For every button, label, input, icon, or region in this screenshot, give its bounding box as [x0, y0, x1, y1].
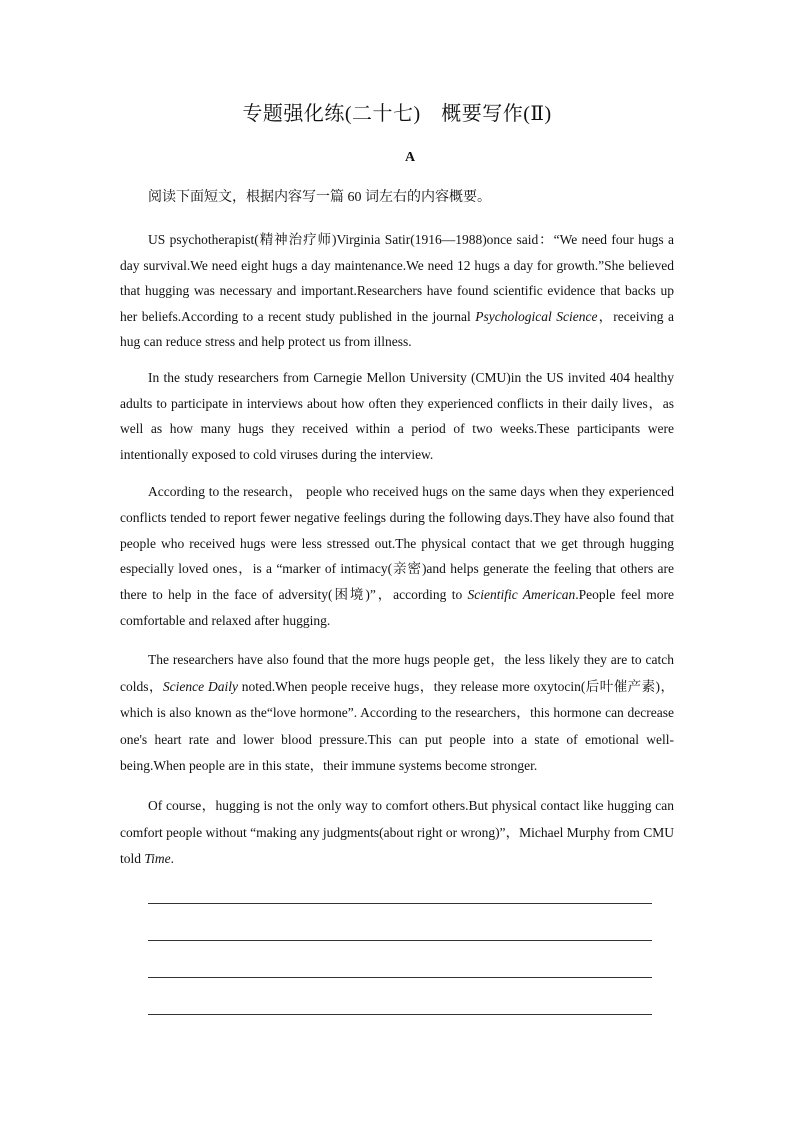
passage-paragraph-1	[120, 227, 674, 355]
magazine-name: Scientific American	[467, 587, 576, 603]
paragraph-text: According to the research， people who received hugs on the same days when they experienced conflicts tended to report fewer negative feelings during the following days.They have also found that people who received hugs were less stressed out.The physical contact that we get through hugging especially loved ones，is a “marker of intimacy(亲密)and helps generate the feeling that others are there to help in the face of adversity(困境)”，according to	[120, 484, 674, 603]
paragraph-text: .People feel more comfortable and relaxed after hugging.	[120, 587, 674, 628]
paragraph-text: US psychotherapist(精神治疗师)Virginia Satir(1916—1988)once said：“We need four hugs a day survival.We need eight hugs a day maintenance.We need 12 hugs a day for growth.”She believed that hugging was necessary and important.Researchers have found scientific evidence that backs up her beliefs.According to a recent study published in the journal	[120, 232, 674, 324]
publication-name: Science Daily	[162, 678, 238, 694]
paragraph-text: In the study researchers from Carnegie Mellon University (CMU)in the US invited 404 healthy adults to participate in interviews about how often they experienced conflicts in their daily lives，as well as how many hugs they received within a period of two weeks.These participants were intentionally exposed to cold viruses during the interview.	[120, 370, 674, 462]
paragraph-text: ，receiving a hug can reduce stress and help protect us from illness.	[120, 308, 674, 349]
answer-line[interactable]	[148, 977, 652, 978]
answer-line[interactable]	[148, 903, 652, 904]
paragraph-text: The researchers have also found that the more hugs people get，the less likely they are to catch colds，	[120, 652, 674, 694]
answer-line[interactable]	[148, 940, 652, 941]
magazine-name: Time	[144, 851, 171, 866]
paragraph-text: .	[170, 851, 175, 866]
journal-name: Psychological Science	[475, 308, 598, 324]
section-label: A	[404, 150, 416, 165]
answer-line[interactable]	[148, 1014, 652, 1015]
passage-paragraph-4	[120, 647, 674, 780]
paragraph-text: noted.When people receive hugs，they release more oxytocin(后叶催产素)，which is also known as the“love hormone”. According to the researchers，this hormone can decrease one's heart rate and lower blood pressure.This can put people into a state of emotional well-being.When people are in this state，their immune systems become stronger.	[120, 678, 674, 773]
passage-paragraph-3	[120, 479, 674, 634]
paragraph-text: Of course，hugging is not the only way to comfort others.But physical contact like hugging can comfort people without “making any judgments(about right or wrong)”，Michael Murphy from CMU told	[120, 798, 674, 866]
passage-paragraph-5	[120, 793, 674, 873]
instruction-text: 阅读下面短文，根据内容写一篇 60 词左右的内容概要。	[148, 190, 491, 205]
passage-paragraph-2	[120, 365, 674, 467]
page-title: 专题强化练(二十七) 概要写作(Ⅱ)	[242, 103, 552, 125]
